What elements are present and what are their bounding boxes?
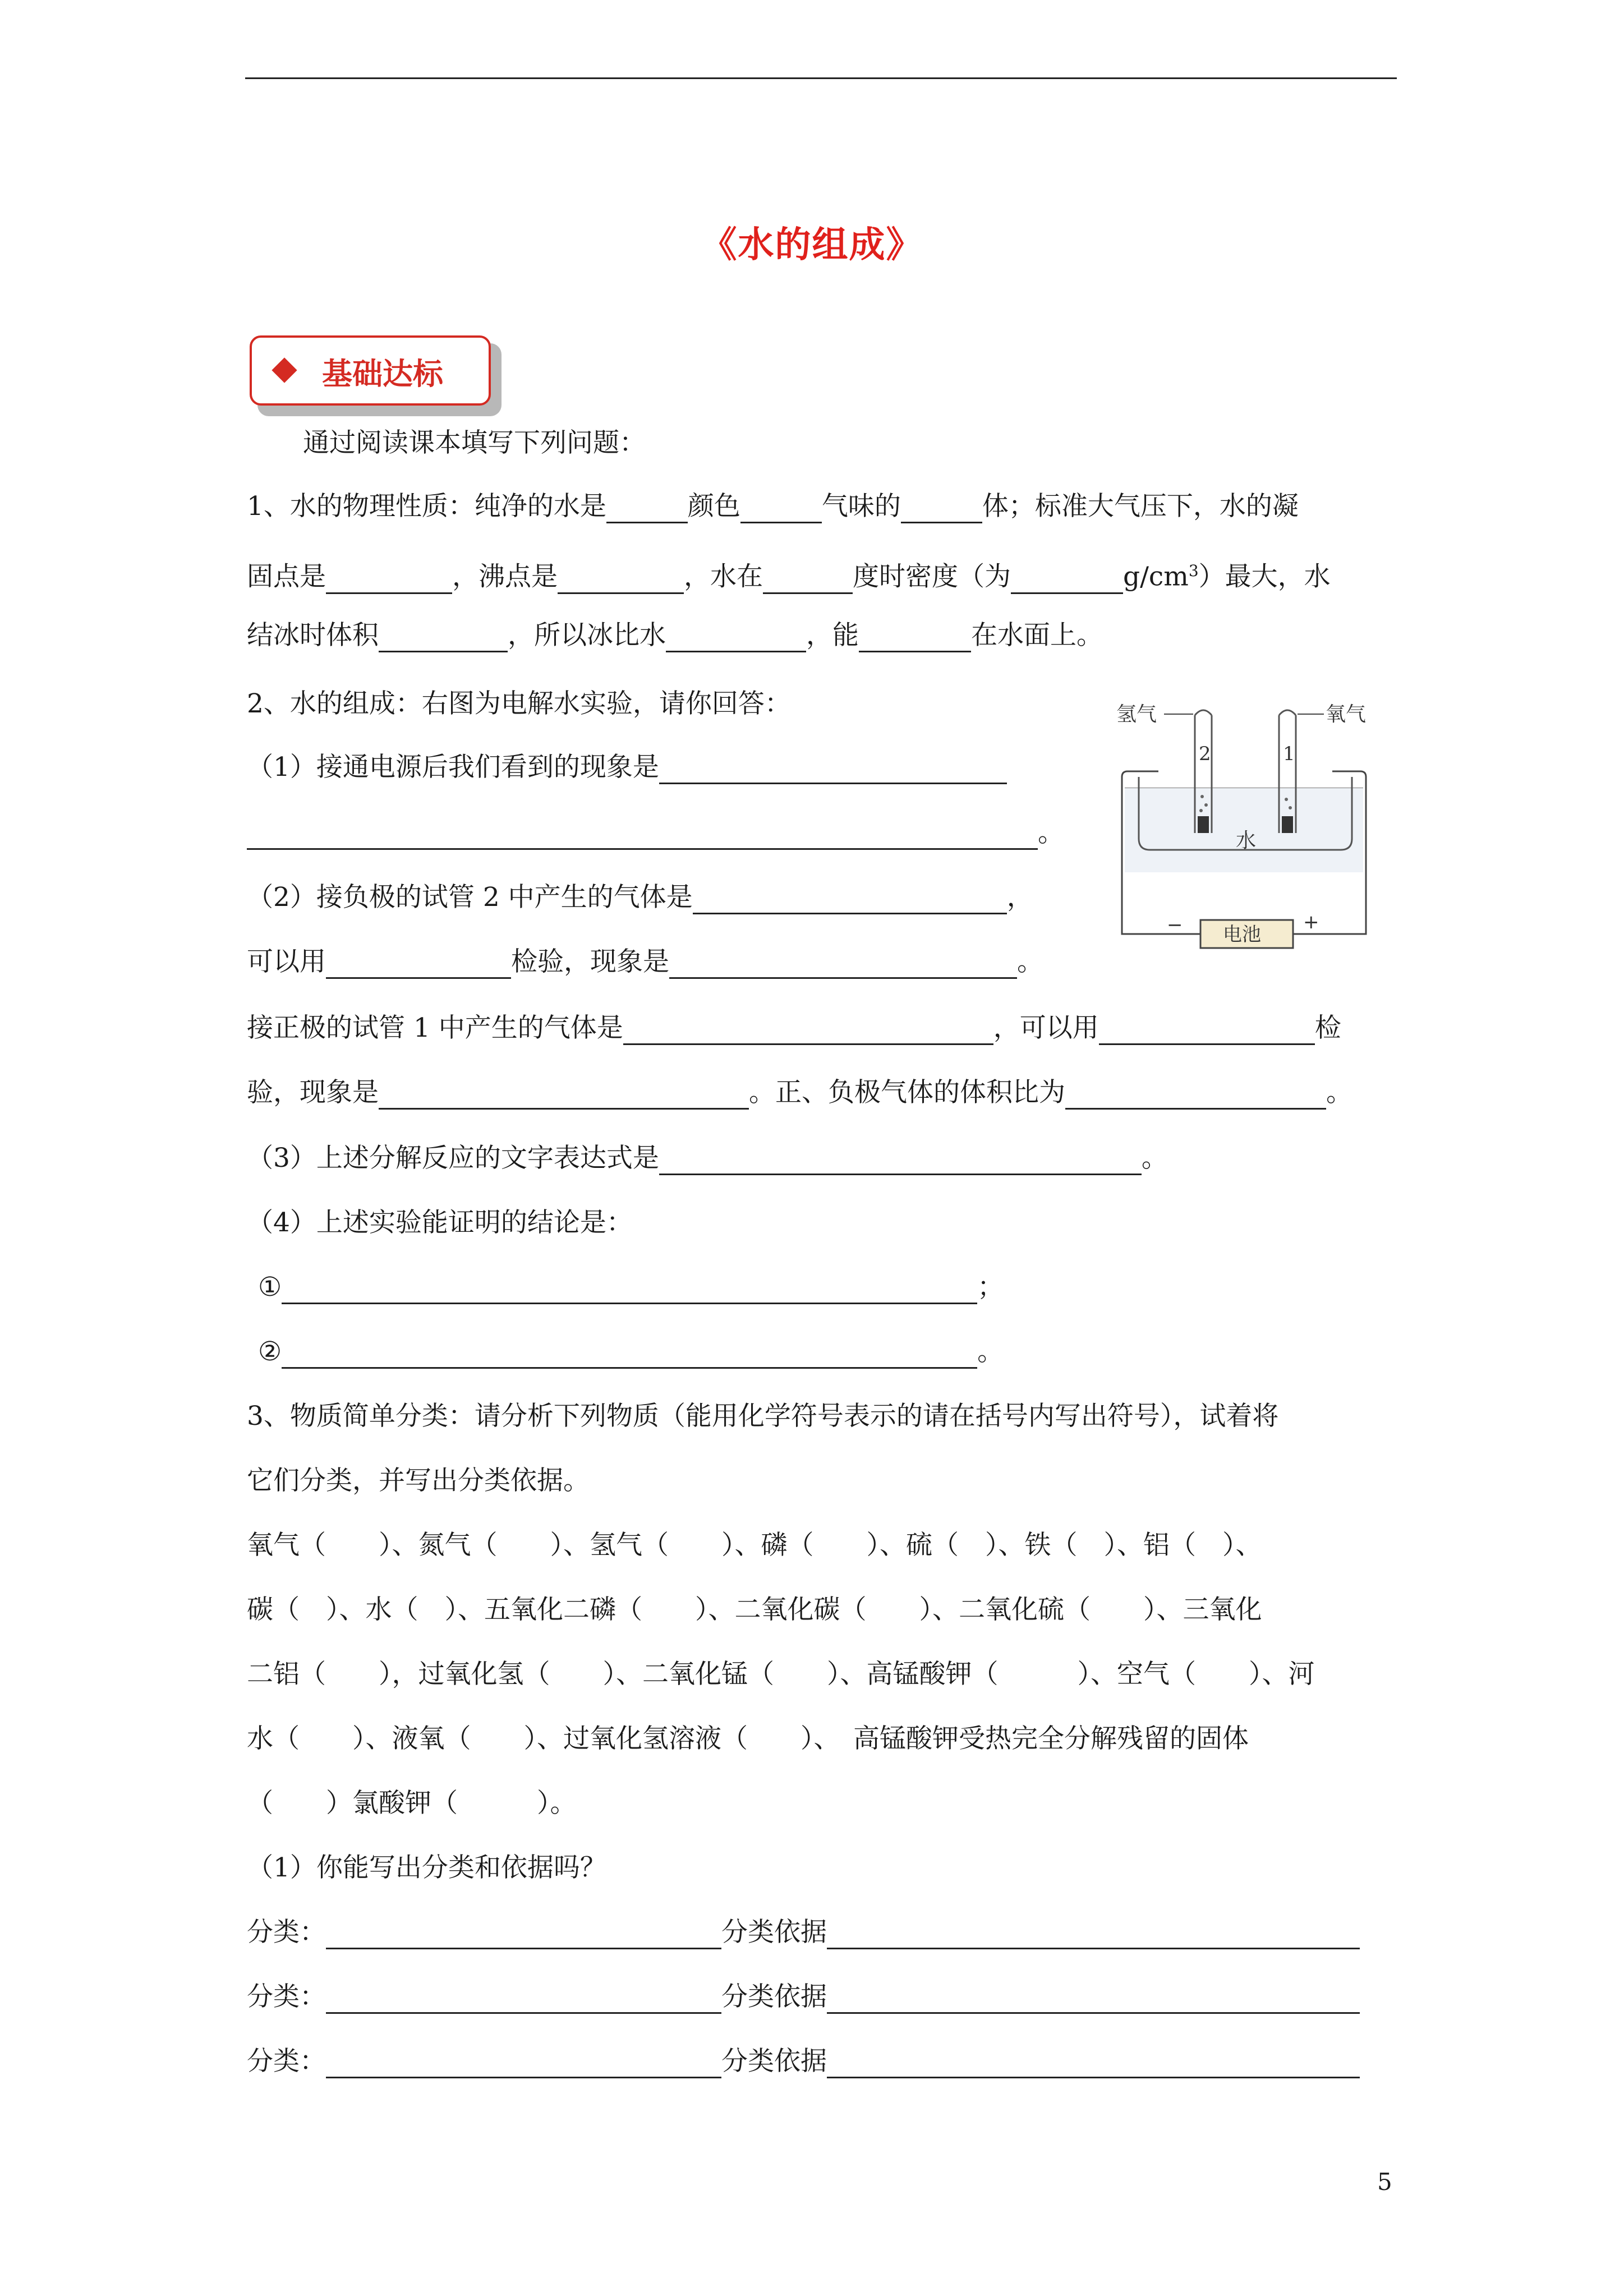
answer-blank[interactable] — [763, 564, 853, 594]
section-tab-box — [250, 335, 491, 406]
header-rule — [245, 77, 1397, 79]
q1-text-j: ）最大，水 — [1198, 561, 1331, 592]
q2-p1-text: （1）接通电源后我们看到的现象是 — [247, 752, 659, 783]
answer-blank[interactable] — [669, 949, 1017, 979]
water-label: 水 — [1236, 829, 1257, 852]
q3-line5: 二铝（ ），过氧化氢（ ）、二氧化锰（ ）、高锰酸钾（ ）、空气（ ）、河 — [247, 1659, 1315, 1690]
answer-blank[interactable] — [326, 2049, 721, 2078]
minus-sign: − — [1167, 914, 1183, 936]
tube-2-number: 2 — [1199, 743, 1211, 765]
tube-1-number: 1 — [1283, 743, 1295, 765]
basis-label: 分类依据 — [721, 2046, 827, 2077]
q2-end3: 。 — [1326, 1077, 1352, 1108]
q2-p2-text: （2）接负极的试管 2 中产生的气体是 — [247, 882, 693, 913]
answer-blank[interactable] — [282, 1274, 977, 1304]
q3-line4: 碳（ ）、水（ ）、五氧化二磷（ ）、二氧化碳（ ）、二氧化硫（ ）、三氧化 — [247, 1594, 1262, 1625]
answer-blank[interactable] — [326, 1984, 721, 2014]
q2-heading: 2、水的组成：右图为电解水实验，请你回答： — [247, 688, 791, 719]
answer-blank[interactable] — [827, 2049, 1360, 2078]
q1-superscript: 3 — [1188, 562, 1199, 580]
battery-label: 电池 — [1223, 923, 1261, 946]
answer-blank[interactable] — [379, 623, 508, 652]
answer-blank[interactable] — [326, 564, 452, 594]
classification-label: 分类： — [247, 2046, 326, 2077]
answer-blank[interactable] — [827, 1920, 1360, 1949]
q2-part3 — [247, 1142, 1168, 1175]
classification-row — [247, 1980, 1360, 2014]
q3-line1: 3、物质简单分类：请分析下列物质（能用化学符号表示的请在括号内写出符号），试着将 — [247, 1401, 1279, 1432]
plus-sign: + — [1303, 911, 1319, 933]
answer-blank[interactable] — [666, 623, 806, 652]
q1-text-i: g/cm — [1123, 561, 1189, 592]
q2-p2g-text: 验，现象是 — [247, 1077, 379, 1108]
q1-text-n: 在水面上。 — [971, 620, 1103, 651]
q1-line2 — [247, 554, 1331, 594]
q2-part1 — [247, 751, 1007, 784]
electrolysis-diagram — [1114, 698, 1377, 968]
answer-blank[interactable] — [901, 494, 982, 523]
answer-blank[interactable] — [326, 1920, 721, 1949]
q2-conclusion1 — [258, 1271, 1004, 1304]
q2-part4: （4）上述实验能证明的结论是： — [247, 1207, 633, 1238]
q2-p2h-text: 。正、负极气体的体积比为 — [749, 1077, 1065, 1108]
q1-text-d: 体；标准大气压下，水的凝 — [982, 491, 1299, 522]
answer-blank[interactable] — [659, 1145, 1142, 1175]
answer-blank[interactable] — [282, 1339, 977, 1369]
oxygen-label: 氧气 — [1326, 703, 1367, 726]
q1-line3 — [247, 619, 1103, 652]
q1-text-h: 度时密度（为 — [853, 561, 1011, 592]
q1-text-a: 1、水的物理性质：纯净的水是 — [247, 491, 606, 522]
page-title: 《水的组成》 — [701, 224, 923, 266]
q2-conclusion2 — [258, 1335, 1004, 1369]
q1-line1 — [247, 490, 1299, 523]
classification-row — [247, 2045, 1360, 2078]
q1-text-f: ，沸点是 — [452, 561, 558, 592]
answer-blank[interactable] — [740, 494, 822, 523]
classification-row — [247, 1916, 1360, 1949]
q2-c2-mark: ② — [258, 1336, 282, 1367]
q2-c1-end: ； — [977, 1272, 1004, 1303]
water-trough — [1122, 771, 1366, 934]
diamond-icon — [272, 357, 297, 383]
answer-blank[interactable] — [693, 885, 1007, 914]
q2-p2b-text: 可以用 — [247, 946, 326, 977]
answer-blank[interactable] — [326, 949, 511, 979]
q2-end1: 。 — [1038, 817, 1064, 848]
q2-part1-cont — [247, 816, 1064, 850]
q1-text-e: 固点是 — [247, 561, 326, 592]
q2-end4: 。 — [1141, 1143, 1168, 1174]
answer-blank[interactable] — [1011, 564, 1123, 594]
q3-line3: 氧气（ ）、氮气（ ）、氢气（ ）、磷（ ）、硫（ ）、铁（ ）、铝（ ）、 — [247, 1530, 1262, 1561]
basis-label: 分类依据 — [721, 1917, 827, 1948]
q2-p2e-text: ，可以用 — [993, 1013, 1099, 1043]
q1-text-l: ，所以冰比水 — [508, 620, 666, 651]
q2-p2f-text: 检 — [1314, 1013, 1341, 1043]
q1-text-g: ，水在 — [684, 561, 763, 592]
answer-blank[interactable] — [606, 494, 688, 523]
answer-blank[interactable] — [659, 754, 1007, 784]
page-number: 5 — [1377, 2168, 1392, 2196]
q3-line6: 水（ ）、液氧（ ）、过氧化氢溶液（ ）、 高锰酸钾受热完全分解残留的固体 — [247, 1723, 1249, 1754]
q1-text-m: ，能 — [806, 620, 859, 651]
q2-comma: ， — [1006, 882, 1033, 913]
classification-label: 分类： — [247, 1917, 326, 1948]
q3-line2: 它们分类，并写出分类依据。 — [247, 1465, 590, 1496]
q2-part2-test — [247, 945, 1043, 979]
q2-end2: 。 — [1017, 946, 1043, 977]
answer-blank[interactable] — [827, 1984, 1360, 2014]
answer-blank[interactable] — [623, 1015, 993, 1045]
answer-blank[interactable] — [558, 564, 684, 594]
section-tab — [250, 335, 494, 408]
q1-text-b: 颜色 — [687, 491, 740, 522]
q3-line7: （ ）氯酸钾（ ）。 — [247, 1788, 577, 1819]
q2-positive — [247, 1011, 1341, 1045]
q2-part2 — [247, 881, 1033, 914]
electrolysis-svg — [1114, 698, 1377, 968]
intro-text: 通过阅读课本填写下列问题： — [303, 427, 646, 458]
q3-sub1: （1）你能写出分类和依据吗？ — [247, 1852, 606, 1883]
hydrogen-label: 氢气 — [1116, 703, 1157, 726]
q2-ratio — [247, 1076, 1352, 1110]
q1-text-k: 结冰时体积 — [247, 620, 379, 651]
answer-blank[interactable] — [859, 623, 971, 652]
answer-blank[interactable] — [247, 820, 1038, 850]
answer-blank[interactable] — [1099, 1015, 1315, 1045]
answer-blank[interactable] — [1065, 1080, 1326, 1110]
q1-text-c: 气味的 — [821, 491, 901, 522]
q2-p2c-text: 检验，现象是 — [511, 946, 669, 977]
q2-p3-text: （3）上述分解反应的文字表达式是 — [247, 1143, 659, 1174]
q2-c1-mark: ① — [258, 1272, 282, 1303]
basis-label: 分类依据 — [721, 1981, 827, 2012]
answer-blank[interactable] — [379, 1080, 749, 1110]
q2-p2d-text: 接正极的试管 1 中产生的气体是 — [247, 1013, 623, 1043]
classification-label: 分类： — [247, 1981, 326, 2012]
q2-c2-end: 。 — [977, 1336, 1004, 1367]
section-label: 基础达标 — [322, 356, 443, 392]
